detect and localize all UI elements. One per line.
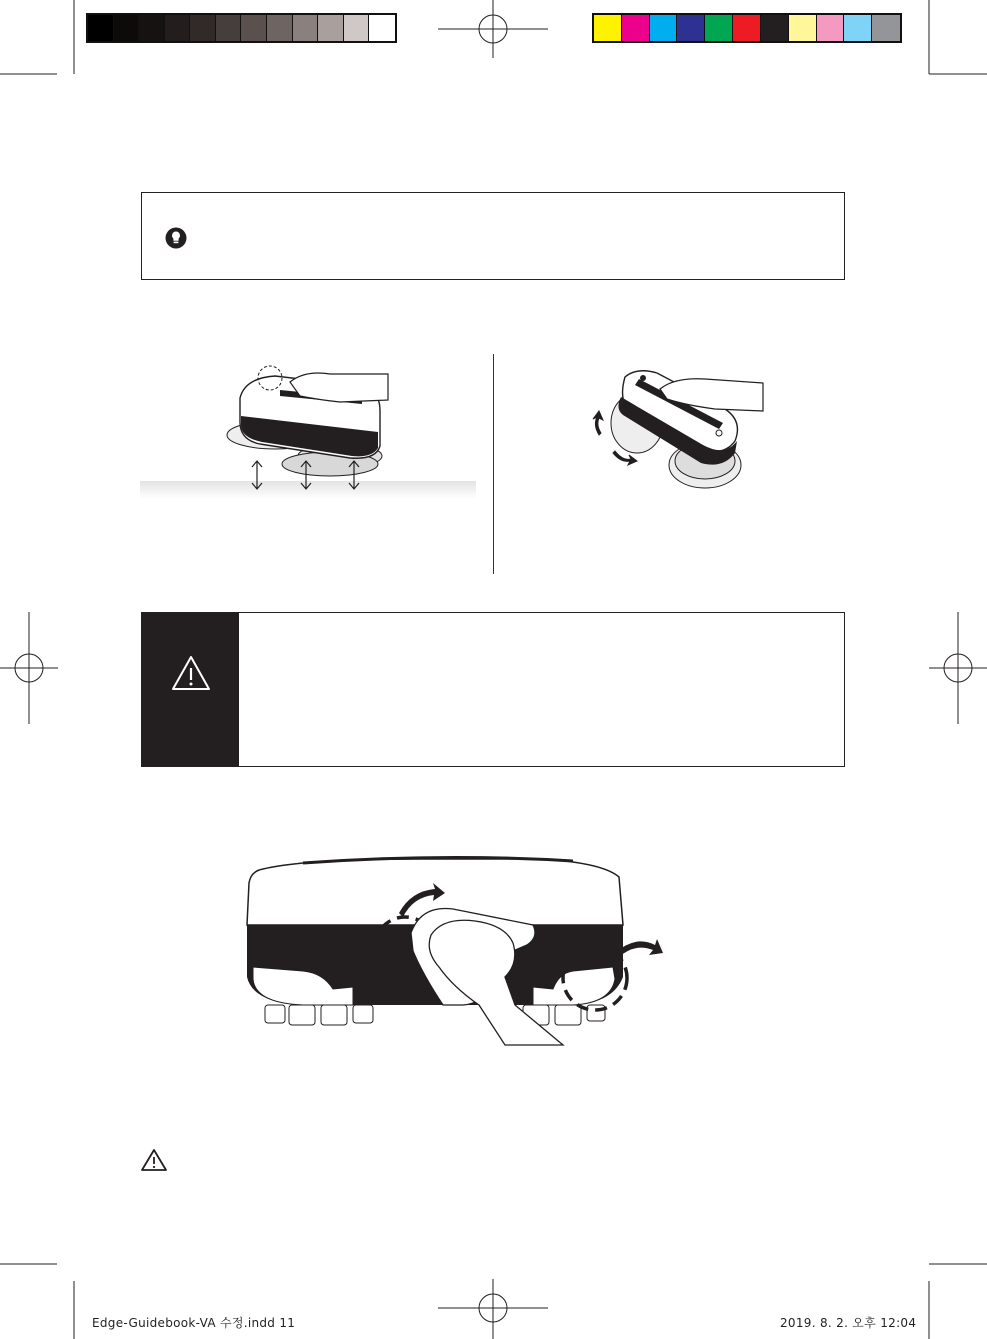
color-swatch: [817, 15, 845, 41]
registration-mark-right: [929, 609, 987, 729]
color-swatch: [165, 15, 191, 41]
color-swatch: [872, 15, 900, 41]
color-swatch: [677, 15, 705, 41]
process-color-bar: [592, 13, 902, 43]
color-swatch: [844, 15, 872, 41]
warning-sidebar: [142, 613, 239, 766]
illustration-wipe-sensor: [243, 855, 673, 1065]
footer-date-time: 2019. 8. 2. 오후 12:04: [780, 1316, 917, 1330]
warning-triangle-icon: [140, 1148, 168, 1172]
color-swatch: [594, 15, 622, 41]
registration-mark-top: [433, 0, 553, 60]
color-swatch: [761, 15, 789, 41]
color-swatch: [733, 15, 761, 41]
color-swatch: [190, 15, 216, 41]
registration-mark-bottom: [433, 1279, 553, 1339]
color-swatch: [789, 15, 817, 41]
column-divider: [493, 354, 494, 574]
footer-file-name: Edge-Guidebook-VA 수정.indd 11: [92, 1316, 296, 1330]
illustration-rotate-device: [585, 365, 775, 495]
illustration-lift-device: [140, 360, 480, 520]
color-swatch: [318, 15, 344, 41]
lightbulb-icon: [165, 227, 187, 249]
color-swatch: [622, 15, 650, 41]
registration-mark-left: [0, 609, 60, 729]
color-swatch: [88, 15, 114, 41]
color-swatch: [139, 15, 165, 41]
color-swatch: [369, 15, 395, 41]
color-swatch: [267, 15, 293, 41]
color-swatch: [241, 15, 267, 41]
color-swatch: [705, 15, 733, 41]
color-swatch: [344, 15, 370, 41]
color-swatch: [293, 15, 319, 41]
warning-triangle-icon: [171, 655, 211, 691]
color-swatch: [216, 15, 242, 41]
tip-box: [141, 192, 845, 280]
warning-box: [141, 612, 845, 767]
grayscale-color-bar: [86, 13, 397, 43]
color-swatch: [114, 15, 140, 41]
color-swatch: [650, 15, 678, 41]
